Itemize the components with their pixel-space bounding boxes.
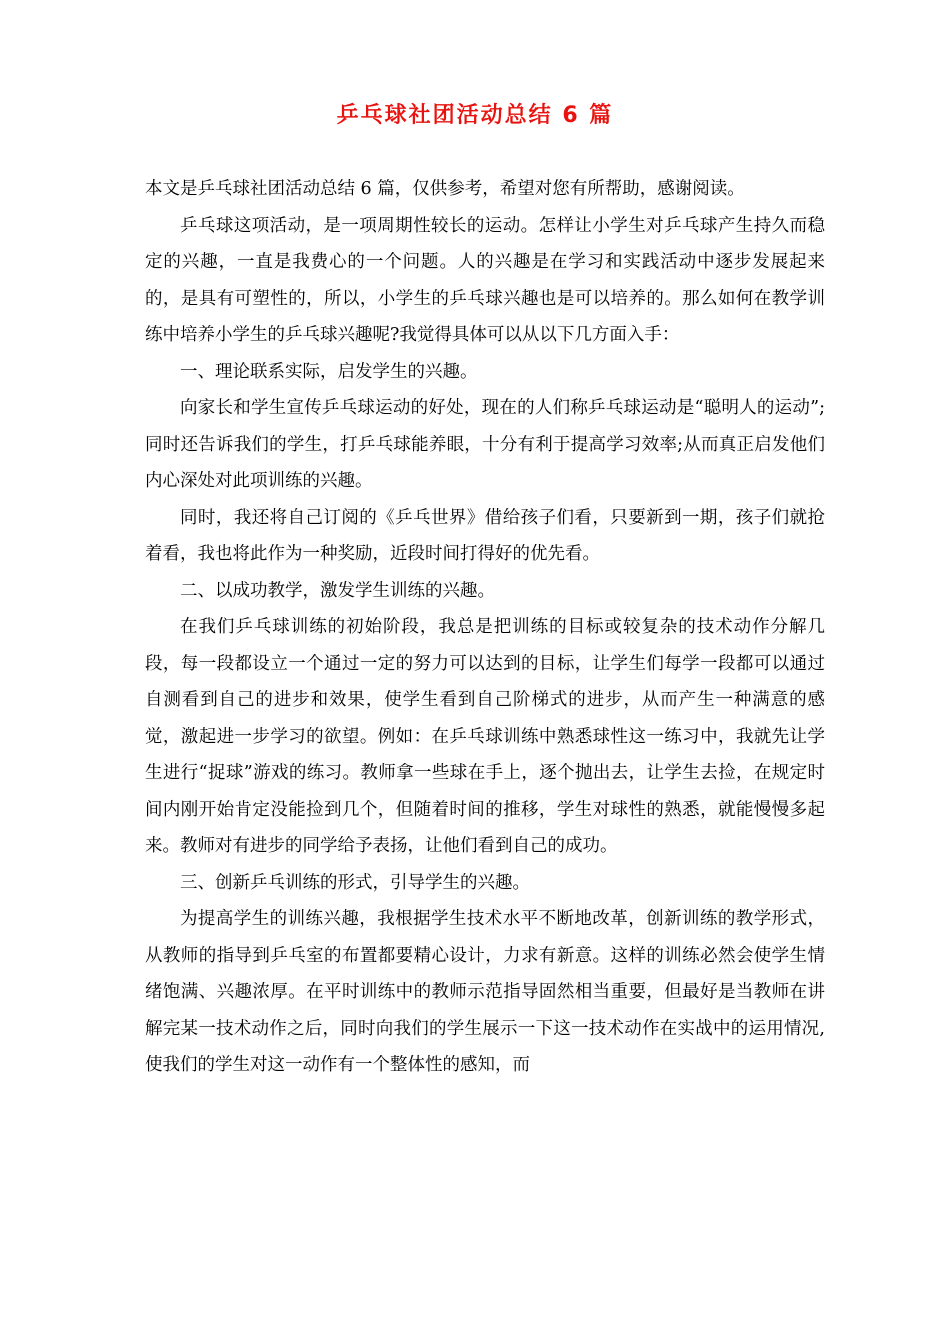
body-paragraph: 在我们乒乓球训练的初始阶段，我总是把训练的目标或较复杂的技术动作分解几段，每一段都设立一个通过一定的努力可以达到的目标，让学生们每学一段都可以通过自测看到自己的进步和效果，使学生看到自己阶梯式的进步，从而产生一种满意的感觉，激起进一步学习的欲望。例如：在乒乓球训练中熟悉球性这一练习中，我就先让学生进行“捉球”游戏的练习。教师拿一些球在手上，逐个抛出去，让学生去捡，在规定时间内刚开始肯定没能捡到几个，但随着时间的推移，学生对球性的熟悉，就能慢慢多起来。教师对有进步的同学给予表扬，让他们看到自己的成功。 — [145, 617, 825, 856]
document-title: 乒乓球社团活动总结 6 篇 — [336, 103, 614, 128]
body-paragraph: 同时，我还将自己订阅的《乒乓世界》借给孩子们看，只要新到一期，孩子们就抢着看，我也将此作为一种奖励，近段时间打得好的优先看。 — [145, 507, 825, 564]
document-body — [145, 171, 825, 1084]
body-paragraph: 乒乓球这项活动，是一项周期性较长的运动。怎样让小学生对乒乓球产生持久而稳定的兴趣，一直是我费心的一个问题。人的兴趣是在学习和实践活动中逐步发展起来的，是具有可塑性的，所以，小学生的乒乓球兴趣也是可以培养的。那么如何在教学训练中培养小学生的乒乓球兴趣呢?我觉得具体可以从以下几方面入手： — [145, 215, 825, 345]
body-paragraph: 为提高学生的训练兴趣，我根据学生技术水平不断地改革，创新训练的教学形式，从教师的指导到乒乓室的布置都要精心设计，力求有新意。这样的训练必然会使学生情绪饱满、兴趣浓厚。在平时训练中的教师示范指导固然相当重要，但最好是当教师在讲解完某一技术动作之后，同时向我们的学生展示一下这一技术动作在实战中的运用情况,使我们的学生对这一动作有一个整体性的感知，而 — [145, 909, 825, 1075]
section-heading: 二、以成功教学，激发学生训练的兴趣。 — [180, 580, 495, 601]
intro-paragraph: 本文是乒乓球社团活动总结 6 篇，仅供参考，希望对您有所帮助，感谢阅读。 — [145, 179, 745, 199]
body-paragraph: 向家长和学生宣传乒乓球运动的好处，现在的人们称乒乓球运动是“聪明人的运动”;同时还告诉我们的学生，打乒乓球能养眼，十分有利于提高学习效率;从而真正启发他们内心深处对此项训练的兴趣。 — [145, 398, 825, 491]
section-heading: 三、创新乒乓训练的形式，引导学生的兴趣。 — [180, 872, 530, 893]
section-heading: 一、理论联系实际，启发学生的兴趣。 — [180, 361, 478, 382]
